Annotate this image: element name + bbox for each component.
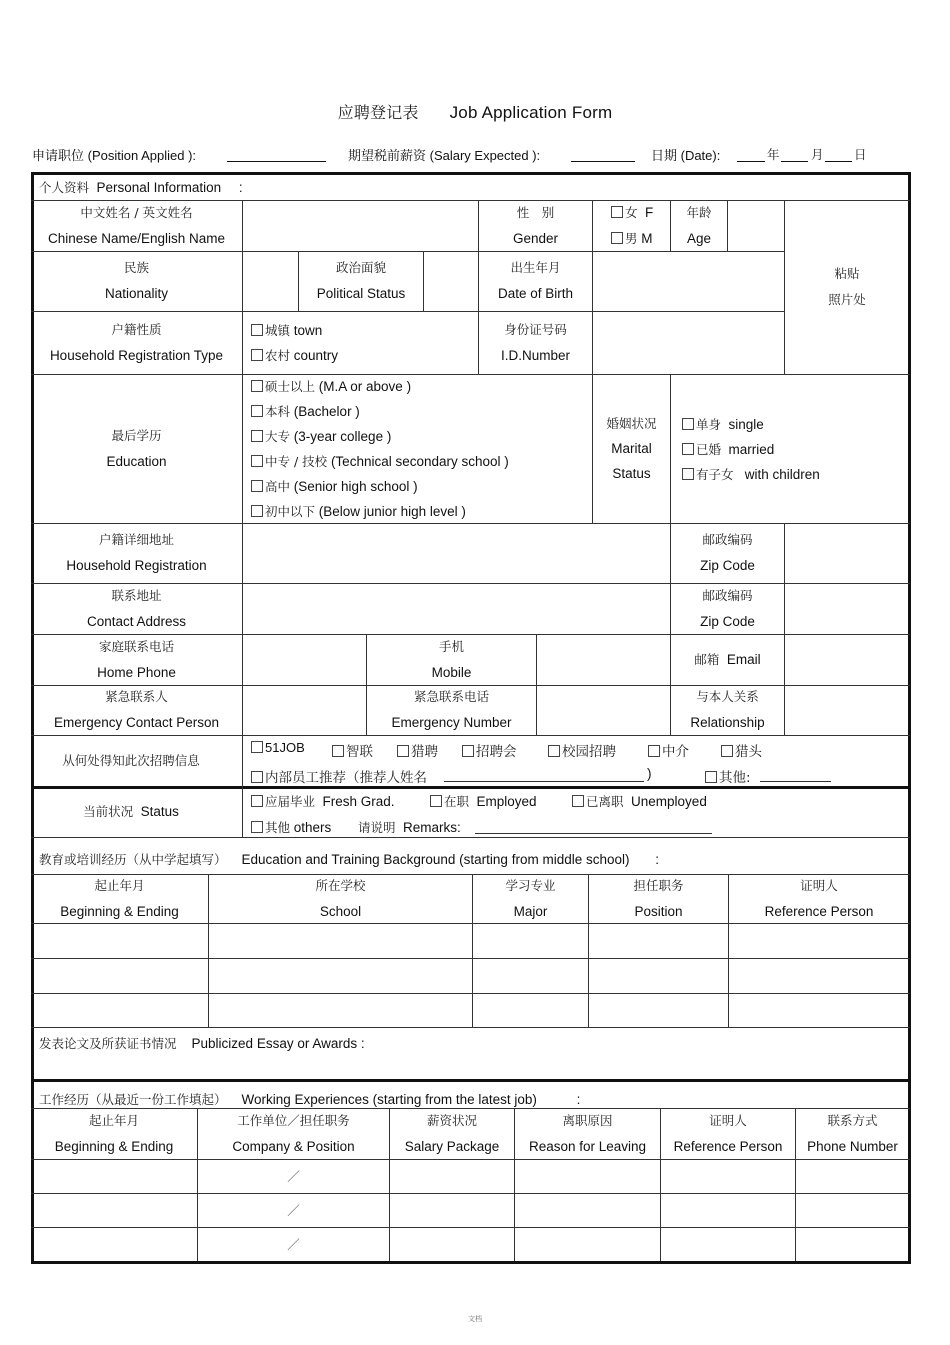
marital-married-checkbox[interactable]: 已婚 married: [682, 440, 774, 458]
photo-area[interactable]: 粘贴 照片处: [828, 266, 866, 307]
work-row-2-salary[interactable]: [390, 1194, 514, 1227]
education-history-title: 教育或培训经历（从中学起填写） Education and Training Background (starting from middle school) :: [39, 852, 660, 867]
work-row-2-reference[interactable]: [661, 1194, 795, 1227]
emergency-number-field[interactable]: [537, 686, 670, 735]
nationality-field[interactable]: [243, 252, 298, 311]
work-col-salary: 薪资状况 Salary Package: [404, 1112, 500, 1154]
edu-row-3-reference[interactable]: [729, 994, 908, 1027]
checkbox-icon: [611, 206, 623, 218]
checkbox-icon: [332, 745, 344, 757]
checkbox-icon: [251, 349, 263, 361]
edu-row-1-dates[interactable]: [33, 924, 208, 958]
household-town-checkbox[interactable]: 城镇 town: [251, 321, 322, 339]
work-row-1-dates[interactable]: [33, 1160, 197, 1193]
checkbox-icon: [251, 405, 263, 417]
checkbox-icon: [251, 771, 263, 783]
contact-address-label: 联系地址 Contact Address: [86, 587, 187, 629]
date-of-birth-label: 出生年月 Date of Birth: [497, 260, 574, 301]
personal-section-title: 个人资料 Personal Information :: [39, 180, 243, 195]
edu-row-3-position[interactable]: [589, 994, 728, 1027]
date-label: 日期 (Date):: [651, 148, 721, 163]
referral-close-paren: ): [647, 766, 652, 781]
source-campus-checkbox[interactable]: 校园招聘: [548, 740, 616, 760]
work-row-3-company[interactable]: ／: [287, 1236, 300, 1252]
status-unemployed-checkbox[interactable]: 已离职 Unemployed: [572, 792, 707, 810]
education-bachelor-checkbox[interactable]: 本科 (Bachelor ): [251, 402, 360, 420]
edu-col-position: 担任职务 Position: [633, 877, 684, 919]
edu-row-2-dates[interactable]: [33, 959, 208, 993]
edu-row-1-position[interactable]: [589, 924, 728, 958]
education-senior-high-checkbox[interactable]: 高中 (Senior high school ): [251, 477, 418, 495]
nationality-label: 民族 Nationality: [104, 260, 169, 301]
mobile-field[interactable]: [537, 635, 670, 685]
edu-row-2-school[interactable]: [209, 959, 472, 993]
work-row-3-dates[interactable]: [33, 1228, 197, 1261]
home-phone-label: 家庭联系电话 Home Phone: [97, 638, 176, 680]
edu-row-1-reference[interactable]: [729, 924, 908, 958]
work-row-3-reason[interactable]: [515, 1228, 660, 1261]
email-label: 邮箱 Email: [694, 651, 761, 667]
checkbox-icon: [251, 324, 263, 336]
checkbox-icon: [251, 821, 263, 833]
work-col-dates: 起止年月 Beginning & Ending: [54, 1112, 174, 1154]
checkbox-icon: [705, 771, 717, 783]
work-row-3-phone[interactable]: [796, 1228, 908, 1261]
education-label: 最后学历 Education: [106, 427, 167, 469]
checkbox-icon: [251, 455, 263, 467]
salary-expected-field[interactable]: [571, 146, 635, 162]
checkbox-icon: [572, 795, 584, 807]
date-month-label: 月: [811, 147, 824, 162]
work-row-2-dates[interactable]: [33, 1194, 197, 1227]
border-top: [31, 172, 911, 175]
date-day-label: 日: [854, 147, 867, 162]
checkbox-icon: [397, 745, 409, 757]
form-title: [0, 100, 950, 123]
date-of-birth-field[interactable]: [593, 252, 784, 311]
id-number-label: 身份证号码 I.D.Number: [500, 321, 571, 363]
checkbox-icon: [430, 795, 442, 807]
work-col-reason: 离职原因 Reason for Leaving: [528, 1112, 647, 1154]
emergency-contact-field[interactable]: [243, 686, 366, 735]
work-row-2-phone[interactable]: [796, 1194, 908, 1227]
checkbox-icon: [462, 745, 474, 757]
source-headhunter-checkbox[interactable]: 猎头: [721, 740, 762, 760]
date-day-field[interactable]: [825, 146, 852, 162]
household-type-label: 户籍性质 Household Registration Type: [49, 321, 224, 363]
checkbox-icon: [682, 418, 694, 430]
mobile-label: 手机 Mobile: [431, 638, 472, 680]
household-zip-field[interactable]: [785, 524, 909, 583]
source-liepin-checkbox[interactable]: 猎聘: [397, 740, 438, 760]
date-year-label: 年: [767, 147, 780, 162]
remarks-field[interactable]: [475, 819, 712, 834]
status-employed-checkbox[interactable]: 在职 Employed: [430, 792, 537, 810]
household-country-checkbox[interactable]: 农村 country: [251, 346, 338, 364]
edu-row-3-dates[interactable]: [33, 994, 208, 1027]
work-row-3-salary[interactable]: [390, 1228, 514, 1261]
emergency-contact-label: 紧急联系人 Emergency Contact Person: [53, 689, 220, 730]
source-other-checkbox[interactable]: 其他:: [705, 766, 751, 786]
edu-row-2-major[interactable]: [473, 959, 588, 993]
checkbox-icon: [251, 795, 263, 807]
checkbox-icon: [648, 745, 660, 757]
education-technical-checkbox[interactable]: 中专 / 技校 (Technical secondary school ): [251, 452, 509, 470]
form-title-en: Job Application Form: [449, 103, 613, 122]
checkbox-icon: [682, 443, 694, 455]
education-ma-checkbox[interactable]: 硕士以上 (M.A or above ): [251, 377, 411, 395]
education-college-checkbox[interactable]: 大专 (3-year college ): [251, 427, 391, 445]
current-status-label: 当前状况 Status: [83, 804, 179, 819]
checkbox-icon: [251, 480, 263, 492]
name-label: 中文姓名 / 英文姓名 Chinese Name/English Name: [47, 204, 226, 246]
emergency-number-label: 紧急联系电话 Emergency Number: [391, 689, 512, 730]
work-col-reference: 证明人 Reference Person: [673, 1112, 783, 1154]
source-zhilian-checkbox[interactable]: 智联: [332, 740, 373, 760]
source-other-field[interactable]: [760, 767, 831, 782]
work-row-2-reason[interactable]: [515, 1194, 660, 1227]
date-year-field[interactable]: [737, 146, 765, 162]
email-field[interactable]: [785, 635, 909, 685]
salary-expected-label: 期望税前薪资 (Salary Expected ):: [348, 148, 541, 163]
divider: [31, 1027, 910, 1028]
awards-field[interactable]: [33, 1052, 908, 1078]
edu-row-3-school[interactable]: [209, 994, 472, 1027]
work-col-company: 工作单位／担任职务 Company & Position: [232, 1112, 355, 1154]
edu-col-dates: 起止年月 Beginning & Ending: [60, 877, 179, 919]
checkbox-icon: [251, 430, 263, 442]
edu-row-3-major[interactable]: [473, 994, 588, 1027]
referrer-name-field[interactable]: [444, 767, 644, 782]
work-row-2-company[interactable]: ／: [287, 1202, 300, 1218]
id-number-field[interactable]: [593, 312, 784, 374]
marital-children-checkbox[interactable]: 有子女 with children: [682, 465, 820, 483]
gender-label: 性 别 Gender: [512, 204, 559, 246]
edu-col-major: 学习专业 Major: [505, 877, 556, 919]
marital-single-checkbox[interactable]: 单身 single: [682, 415, 764, 433]
contact-address-field[interactable]: [243, 584, 670, 634]
source-51job-checkbox[interactable]: 51JOB: [251, 740, 305, 755]
work-row-1-salary[interactable]: [390, 1160, 514, 1193]
position-applied-label: 申请职位 (Position Applied ):: [32, 148, 197, 163]
work-row-1-reference[interactable]: [661, 1160, 795, 1193]
work-row-1-company[interactable]: ／: [287, 1168, 300, 1184]
edu-col-reference: 证明人 Reference Person: [764, 877, 874, 919]
name-field[interactable]: [243, 201, 478, 251]
relationship-field[interactable]: [785, 686, 909, 735]
marital-status-label: 婚姻状况 Marital Status: [606, 416, 657, 481]
divider: [31, 1079, 910, 1082]
political-status-label: 政治面貌 Political Status: [316, 260, 406, 301]
source-job-fair-checkbox[interactable]: 招聘会: [462, 740, 517, 760]
checkbox-icon: [682, 468, 694, 480]
age-label: 年龄 Age: [686, 204, 712, 246]
border-bottom: [31, 1261, 911, 1264]
checkbox-icon: [548, 745, 560, 757]
status-fresh-grad-checkbox[interactable]: 应届毕业 Fresh Grad.: [251, 792, 395, 810]
education-junior-high-checkbox[interactable]: 初中以下 (Below junior high level ): [251, 502, 466, 520]
work-col-phone: 联系方式 Phone Number: [807, 1112, 898, 1154]
checkbox-icon: [251, 380, 263, 392]
checkbox-icon: [251, 505, 263, 517]
work-row-1-phone[interactable]: [796, 1160, 908, 1193]
work-history-title: 工作经历（从最近一份工作填起） Working Experiences (starting from the latest job) :: [39, 1092, 581, 1107]
edu-row-1-school[interactable]: [209, 924, 472, 958]
form-title-cn: 应聘登记表: [337, 103, 419, 122]
checkbox-icon: [611, 232, 623, 244]
remarks-label: 请说明 Remarks:: [358, 820, 461, 835]
awards-label: 发表论文及所获证书情况 Publicized Essay or Awards :: [39, 1036, 365, 1051]
contact-zip-field[interactable]: [785, 584, 909, 634]
position-applied-field[interactable]: [227, 146, 326, 162]
source-agency-checkbox[interactable]: 中介: [648, 740, 689, 760]
gender-female-checkbox[interactable]: 女 F: [611, 203, 653, 221]
household-address-label: 户籍详细地址 Household Registration: [66, 532, 207, 573]
gender-male-checkbox[interactable]: 男 M: [611, 229, 653, 247]
work-row-3-reference[interactable]: [661, 1228, 795, 1261]
edu-col-school: 所在学校 School: [315, 877, 366, 919]
age-field[interactable]: [728, 201, 784, 251]
relationship-label: 与本人关系 Relationship: [690, 689, 765, 730]
recruitment-source-label: 从何处得知此次招聘信息: [62, 752, 200, 768]
edu-row-1-major[interactable]: [473, 924, 588, 958]
divider: [31, 837, 910, 838]
edu-row-2-position[interactable]: [589, 959, 728, 993]
political-status-field[interactable]: [424, 252, 478, 311]
source-referral-checkbox[interactable]: 内部员工推荐（推荐人姓名: [251, 766, 427, 786]
home-phone-field[interactable]: [243, 635, 366, 685]
checkbox-icon: [251, 741, 263, 753]
checkbox-icon: [721, 745, 733, 757]
page-footer: 文档: [468, 1315, 482, 1323]
household-address-field[interactable]: [243, 524, 670, 583]
zip-code-label: 邮政编码 Zip Code: [700, 532, 755, 573]
zip-code-label: 邮政编码 Zip Code: [700, 587, 755, 629]
status-others-checkbox[interactable]: 其他 others: [251, 818, 331, 836]
edu-row-2-reference[interactable]: [729, 959, 908, 993]
date-month-field[interactable]: [781, 146, 808, 162]
work-row-1-reason[interactable]: [515, 1160, 660, 1193]
